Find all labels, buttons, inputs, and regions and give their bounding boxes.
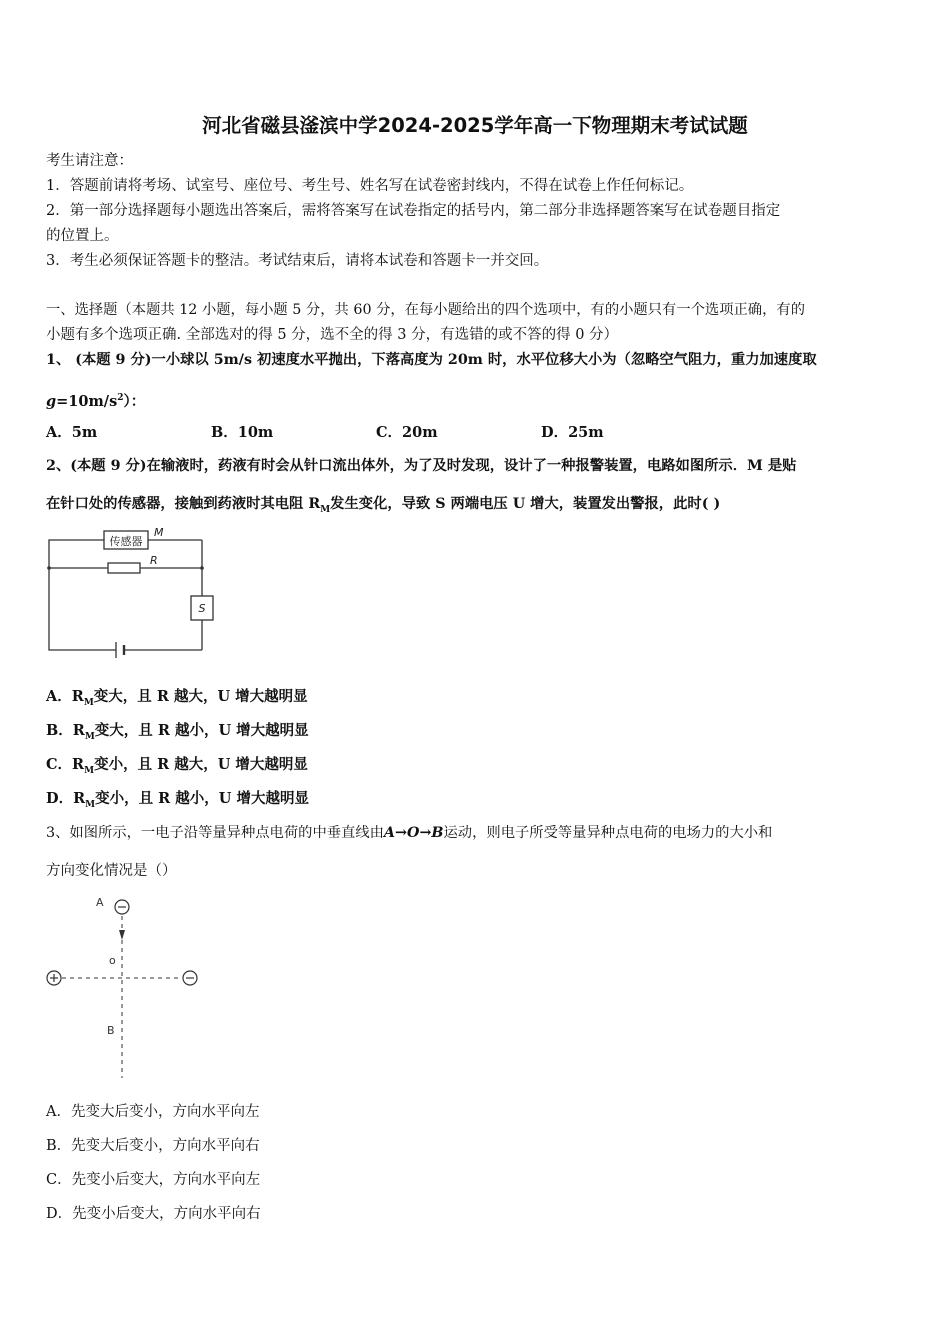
stem-part-2: 运动，则电子所受等量异种点电荷的电场力的大小和	[443, 825, 773, 841]
q2-option-a[interactable]	[46, 687, 308, 713]
section-heading-cont: 小题有多个选项正确. 全部选对的得 5 分，选不全的得 3 分，有选错的或不答的得 0 分）	[46, 327, 619, 343]
stem-tail: ）：	[123, 392, 146, 410]
notice-item-3: 3．考生必须保证答题卡的整洁。考试结束后，请将本试卷和答题卡一并交回。	[46, 253, 549, 269]
point-b-label: B	[107, 1024, 115, 1037]
notice-item-1: 1．答题前请将考场、试室号、座位号、考生号、姓名写在试卷密封线内，不得在试卷上作任何标记。	[46, 178, 694, 194]
q3-option-c[interactable]: C．先变小后变大，方向水平向左	[46, 1172, 261, 1188]
q3-option-d[interactable]: D．先变小后变大，方向水平向右	[46, 1206, 261, 1222]
q1-option-c[interactable]: C．20m	[376, 424, 438, 441]
option-sub: M	[85, 799, 96, 810]
point-o-label: o	[109, 954, 116, 967]
circuit-diagram	[44, 524, 219, 664]
option-sub: M	[84, 765, 95, 776]
option-r: R	[73, 790, 86, 807]
q2-option-c[interactable]	[46, 755, 308, 781]
page-title: 河北省磁县滏滨中学2024-2025学年高一下物理期末考试试题	[202, 114, 748, 137]
stem-part-1: 在针口处的传感器，接触到药液时其电阻 R	[46, 496, 321, 512]
option-letter: A．	[46, 688, 72, 705]
sensor-label: 传感器	[109, 535, 143, 548]
q3-option-b[interactable]: B．先变大后变小，方向水平向右	[46, 1138, 260, 1154]
option-text: 变大，且 R 越小，U 增大越明显	[94, 722, 309, 739]
question-2-stem: 2、(本题 9 分)在输液时，药液有时会从针口流出体外，为了及时发现，设计了一种报警装置，电路如图所示．M 是贴	[46, 458, 797, 474]
notice-item-2: 2．第一部分选择题每小题选出答案后，需将答案写在试卷指定的括号内，第二部分非选择题答案写在试卷题目指定	[46, 203, 781, 219]
s-label: S	[198, 602, 206, 615]
arrow-down-icon	[119, 930, 125, 940]
question-3-stem-cont: 方向变化情况是（）	[46, 863, 177, 879]
q2-option-d[interactable]	[46, 789, 309, 815]
option-r: R	[72, 722, 85, 739]
option-letter: B．	[46, 722, 73, 739]
section-heading: 一、选择题（本题共 12 小题，每小题 5 分，共 60 分，在每小题给出的四个选项中，有的小题只有一个选项正确，有的	[46, 302, 805, 318]
option-letter: C．	[46, 756, 73, 773]
point-a-label: A	[96, 896, 104, 909]
question-1-stem-cont	[46, 388, 145, 412]
q3-option-a[interactable]: A．先变大后变小，方向水平向左	[46, 1104, 260, 1120]
r-label: R	[150, 554, 158, 567]
junction-dot-left	[47, 566, 51, 570]
stem-part-2: 发生变化，导致 S 两端电压 U 增大，装置发出警报，此时( )	[330, 496, 721, 512]
m-label: M	[154, 526, 164, 539]
option-sub: M	[84, 731, 95, 742]
q1-option-a[interactable]: A．5m	[46, 424, 98, 441]
junction-dot-right	[200, 566, 204, 570]
option-text: 变大，且 R 越大，U 增大越明显	[93, 688, 308, 705]
q2-option-b[interactable]	[46, 721, 309, 747]
path-a-o-b: A→O→B	[383, 825, 444, 841]
resistor-r	[108, 563, 140, 573]
circuit-wire-left	[49, 540, 116, 650]
notice-heading: 考生请注意：	[46, 153, 133, 169]
q1-option-d[interactable]: D．25m	[541, 424, 604, 441]
question-3-stem	[46, 823, 772, 843]
option-text: 变小，且 R 越大，U 增大越明显	[94, 756, 308, 773]
question-2-stem-cont	[46, 494, 720, 520]
option-letter: D．	[46, 790, 74, 807]
option-sub: M	[83, 697, 94, 708]
question-1-stem: 1、 (本题 9 分)一小球以 5m/s 初速度水平抛出，下落高度为 20m 时，水平位移大小为（忽略空气阻力，重力加速度取	[46, 352, 817, 368]
stem-part-1: 3、如图所示，一电子沿等量异种点电荷的中垂直线由	[46, 825, 384, 841]
option-r: R	[71, 688, 84, 705]
unit-exponent: 2	[117, 393, 124, 403]
charge-field-diagram	[40, 890, 210, 1082]
gravity-symbol: g	[46, 392, 57, 410]
notice-item-2-cont: 的位置上。	[46, 228, 119, 244]
rm-subscript: M	[320, 504, 331, 515]
gravity-value: =10m/s	[56, 392, 118, 410]
option-text: 变小，且 R 越小，U 增大越明显	[95, 790, 309, 807]
q1-option-b[interactable]: B．10m	[211, 424, 274, 441]
option-r: R	[72, 756, 85, 773]
